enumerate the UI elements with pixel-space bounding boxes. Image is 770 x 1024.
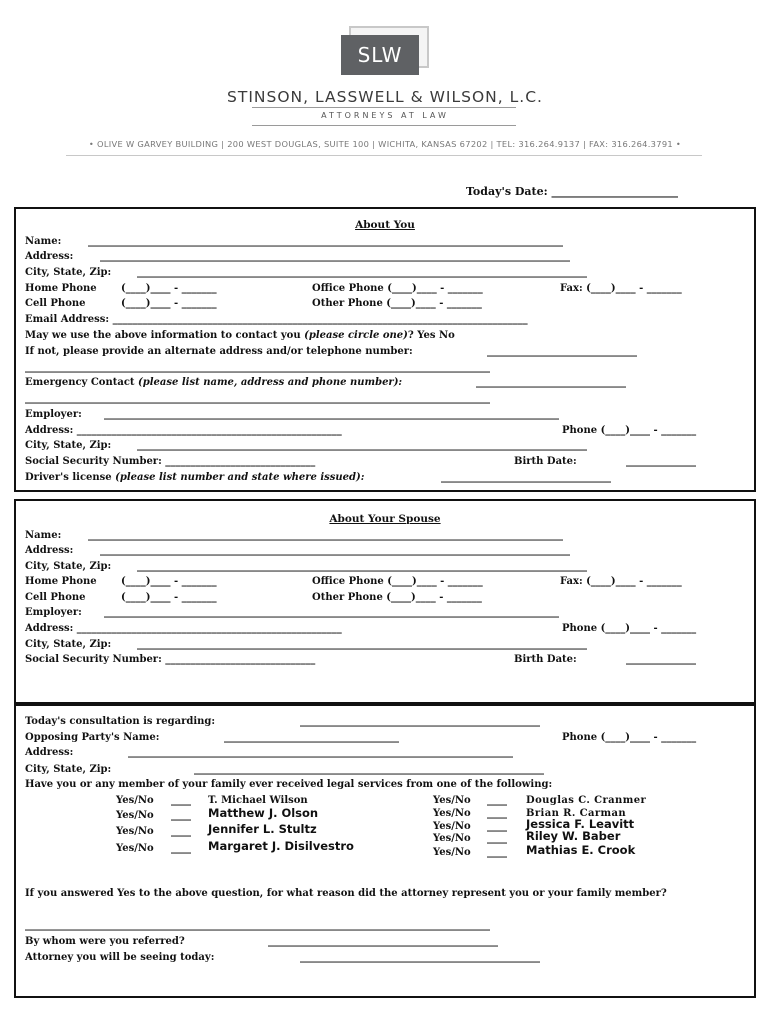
yes-no-option[interactable]: Yes/No (116, 843, 154, 854)
you-address-field[interactable]: ______________________________________________________________________________________________ (100, 251, 570, 262)
yes-no-option[interactable]: Yes/No (433, 821, 471, 832)
contact-q-italic: (please circle one) (304, 330, 408, 341)
opposing-city-label: City, State, Zip: (25, 764, 112, 775)
spouse-employer-field[interactable]: ___________________________________________________________________________________________ (104, 607, 559, 618)
you-address-label: Address: (25, 251, 74, 262)
spouse-employer-city-label: City, State, Zip: (25, 639, 112, 650)
alternate-contact-field-2[interactable]: _____________________________________________________________________________________________ (25, 362, 490, 373)
attorney-blank[interactable]: ____ (487, 808, 507, 819)
spouse-address-label: Address: (25, 545, 74, 556)
spouse-address-field[interactable]: ______________________________________________________________________________________________ (100, 545, 570, 556)
reason-question: If you answered Yes to the above question, for what reason did the attorney represent you or your family member? (25, 888, 667, 899)
about-you-title: About You (355, 219, 415, 231)
you-office-phone-field[interactable]: Office Phone (____)____ - _______ (312, 283, 483, 294)
opposing-address-label: Address: (25, 747, 74, 758)
attorney-blank[interactable]: ____ (171, 826, 191, 837)
you-employer-city-label: City, State, Zip: (25, 440, 112, 451)
opposing-party-label: Opposing Party's Name: (25, 732, 160, 743)
you-email-field[interactable]: Email Address: ___________________________________________________________________________________ (25, 314, 528, 325)
spouse-fax-field[interactable]: Fax: (____)____ - _______ (560, 576, 682, 587)
consultation-regarding-field[interactable]: ________________________________________________ (300, 716, 540, 727)
yes-no-option[interactable]: Yes/No (116, 810, 154, 821)
attorney-name: Jessica F. Leavitt (526, 817, 635, 831)
yes-no-option[interactable]: Yes/No (433, 847, 471, 858)
yes-no-option[interactable]: Yes/No (433, 808, 471, 819)
attorney-name: Douglas C. Cranmer (526, 795, 647, 806)
yes-no-option[interactable]: Yes/No (116, 795, 154, 806)
you-ssn-field[interactable]: Social Security Number: ______________________________ (25, 456, 316, 467)
spouse-other-phone-field[interactable]: Other Phone (____)____ - _______ (312, 592, 482, 603)
spouse-cell-phone-label: Cell Phone (25, 592, 86, 603)
attorney-blank[interactable]: ____ (487, 833, 507, 844)
contact-q-prefix: May we use the above information to contact you (25, 330, 305, 341)
spouse-home-phone-label: Home Phone (25, 576, 97, 587)
attorney-name: Brian R. Carman (526, 808, 627, 819)
you-name-field[interactable]: _______________________________________________________________________________________________ (88, 236, 563, 247)
spouse-office-phone-field[interactable]: Office Phone (____)____ - _______ (312, 576, 483, 587)
alternate-contact-label: If not, please provide an alternate address and/or telephone number: (25, 346, 413, 357)
spouse-ssn-field[interactable]: Social Security Number: ______________________________ (25, 654, 316, 665)
you-birth-date-field[interactable]: ______________ (626, 456, 696, 467)
todays-date-field[interactable]: Today's Date: _______________________ (466, 185, 678, 198)
attorney-blank[interactable]: ____ (487, 847, 507, 858)
attorney-name: T. Michael Wilson (208, 795, 308, 806)
drivers-license-field[interactable]: __________________________________ (441, 472, 611, 483)
you-home-phone-label: Home Phone (25, 283, 97, 294)
emergency-prefix: Emergency Contact (25, 377, 139, 388)
yes-no-option[interactable]: Yes/No (116, 826, 154, 837)
attorney-name: Riley W. Baber (526, 829, 621, 843)
firm-address: • OLIVE W GARVEY BUILDING | 200 WEST DOUGLAS, SUITE 100 | WICHITA, KANSAS 67202 | TEL: 316.264.9137 | FAX: 316.264.3791 • (88, 139, 682, 149)
logo-text: SLW (341, 35, 419, 75)
firm-logo (341, 31, 425, 77)
attorney-name: Margaret J. Disilvestro (208, 839, 354, 853)
opposing-party-field[interactable]: ___________________________________ (224, 732, 399, 743)
contact-permission-question (25, 330, 455, 342)
license-prefix: Driver's license (25, 472, 116, 483)
attorney-today-label: Attorney you will be seeing today: (25, 952, 215, 963)
yes-no-option[interactable]: Yes/No (433, 833, 471, 844)
referred-by-field[interactable]: ______________________________________________ (268, 936, 498, 947)
attorney-blank[interactable]: ____ (171, 795, 191, 806)
emergency-contact-field[interactable]: ______________________________ (476, 377, 626, 388)
spouse-cell-phone-field[interactable]: (____)____ - _______ (121, 592, 217, 603)
attorney-blank[interactable]: ____ (487, 795, 507, 806)
referred-by-label: By whom were you referred? (25, 936, 185, 947)
you-other-phone-field[interactable]: Other Phone (____)____ - _______ (312, 298, 482, 309)
you-employer-field[interactable]: ___________________________________________________________________________________________ (104, 409, 559, 420)
yes-no-option[interactable]: Yes/No (433, 795, 471, 806)
spouse-name-label: Name: (25, 530, 62, 541)
attorney-blank[interactable]: ____ (487, 821, 507, 832)
contact-q-suffix[interactable]: ? Yes No (407, 330, 455, 341)
opposing-address-field[interactable]: _____________________________________________________________________________ (128, 747, 513, 758)
you-cell-phone-field[interactable]: (____)____ - _______ (121, 298, 217, 309)
attorney-blank[interactable]: ____ (171, 810, 191, 821)
you-name-label: Name: (25, 236, 62, 247)
you-employer-label: Employer: (25, 409, 82, 420)
emergency-contact-label (25, 377, 402, 389)
prior-services-question: Have you or any member of your family ever received legal services from one of the following: (25, 779, 553, 790)
spouse-employer-label: Employer: (25, 607, 82, 618)
spouse-city-label: City, State, Zip: (25, 561, 112, 572)
you-birth-date-label: Birth Date: (514, 456, 577, 467)
header-rule-bottom (252, 125, 516, 126)
license-italic: (please list number and state where issued): (115, 472, 365, 483)
attorney-blank[interactable]: ____ (171, 843, 191, 854)
spouse-birth-date-field[interactable]: ______________ (626, 654, 696, 665)
you-city-label: City, State, Zip: (25, 267, 112, 278)
emergency-italic: (please list name, address and phone number): (138, 377, 403, 388)
you-employer-phone-field[interactable]: Phone (____)____ - _______ (562, 425, 697, 436)
attorney-name: Jennifer L. Stultz (208, 822, 317, 836)
attorney-name: Mathias E. Crook (526, 843, 636, 857)
you-home-phone-field[interactable]: (____)____ - _______ (121, 283, 217, 294)
you-employer-city-field[interactable]: __________________________________________________________________________________________ (137, 440, 587, 451)
you-fax-field[interactable]: Fax: (____)____ - _______ (560, 283, 682, 294)
spouse-city-field[interactable]: __________________________________________________________________________________________ (137, 561, 587, 572)
firm-subtitle: ATTORNEYS AT LAW (321, 111, 449, 120)
about-spouse-title: About Your Spouse (329, 513, 441, 525)
spouse-employer-address-field[interactable]: Address: _____________________________________________________ (25, 623, 342, 634)
you-cell-phone-label: Cell Phone (25, 298, 86, 309)
opposing-phone-field[interactable]: Phone (____)____ - _______ (562, 732, 697, 743)
reason-field[interactable]: _____________________________________________________________________________________________ (25, 920, 490, 931)
firm-name: STINSON, LASSWELL & WILSON, L.C. (227, 88, 543, 106)
you-employer-address-field[interactable]: Address: _____________________________________________________ (25, 425, 342, 436)
drivers-license-label (25, 472, 364, 484)
spouse-birth-date-label: Birth Date: (514, 654, 577, 665)
consultation-regarding-label: Today's consultation is regarding: (25, 716, 216, 727)
emergency-contact-field-2[interactable]: _____________________________________________________________________________________________ (25, 393, 490, 404)
spouse-employer-city-field[interactable]: __________________________________________________________________________________________ (137, 639, 587, 650)
attorney-name: Matthew J. Olson (208, 806, 319, 820)
alternate-contact-field[interactable]: ______________________________ (487, 346, 637, 357)
header-rule-top (252, 107, 516, 108)
address-underline (66, 155, 702, 156)
you-city-field[interactable]: __________________________________________________________________________________________ (137, 267, 587, 278)
attorney-today-field[interactable]: ________________________________________________ (300, 952, 540, 963)
opposing-city-field[interactable]: ______________________________________________________________________ (194, 764, 544, 775)
spouse-home-phone-field[interactable]: (____)____ - _______ (121, 576, 217, 587)
spouse-employer-phone-field[interactable]: Phone (____)____ - _______ (562, 623, 697, 634)
spouse-name-field[interactable]: _______________________________________________________________________________________________ (88, 530, 563, 541)
